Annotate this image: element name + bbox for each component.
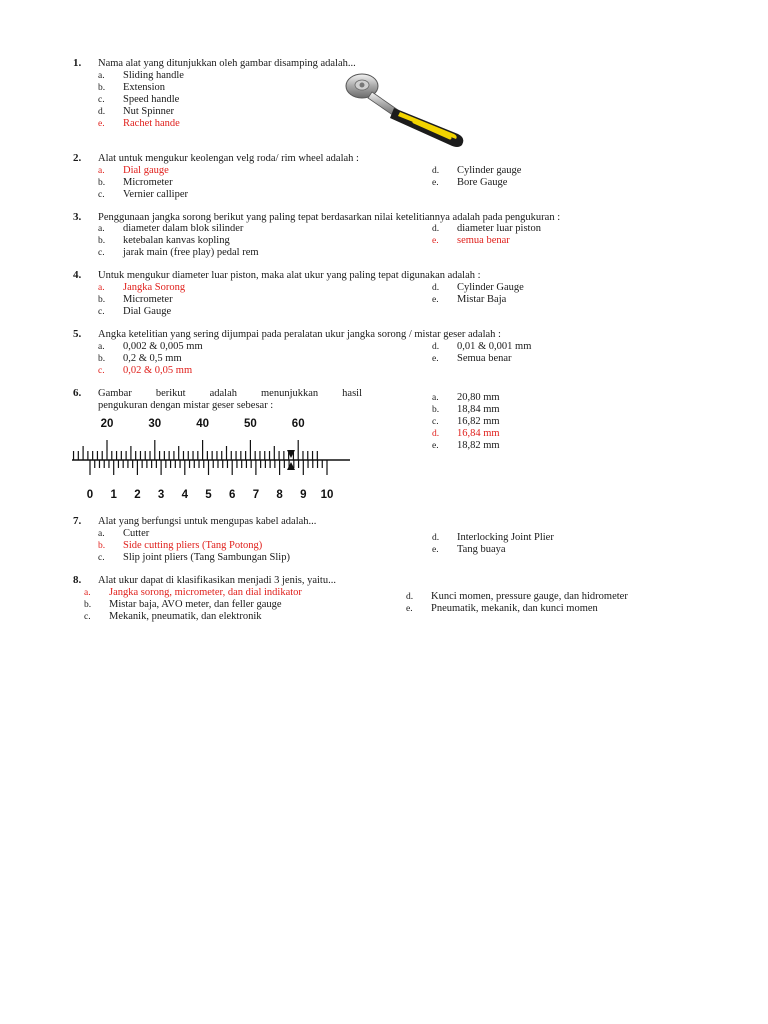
option-a: a. 0,002 & 0,005 mm	[98, 341, 203, 352]
vernier-scale-label: 7	[252, 489, 260, 501]
option-c: c. Mekanik, pneumatik, dan elektronik	[84, 611, 262, 622]
vernier-scale-label: 5	[205, 489, 212, 501]
option-a: a. 20,80 mm	[432, 392, 500, 403]
option-e: e. 18,82 mm	[432, 440, 500, 451]
option-b-answer: b. Side cutting pliers (Tang Potong)	[98, 540, 263, 551]
vernier-scale-label: 3	[157, 489, 165, 501]
main-scale-label: 30	[148, 418, 162, 430]
option-d: d. 0,01 & 0,001 mm	[432, 341, 532, 352]
option-a-answer: a. Jangka sorong, micrometer, dan dial indikator	[84, 587, 302, 598]
option-e: e. Bore Gauge	[432, 177, 508, 188]
question-number: 4.	[73, 269, 82, 281]
option-c: c. Dial Gauge	[98, 306, 172, 317]
question-number: 6.	[73, 387, 82, 399]
question-number: 5.	[73, 328, 82, 340]
option-b: b. Micrometer	[98, 294, 173, 305]
option-d: d. diameter luar piston	[432, 223, 541, 234]
option-a: a. diameter dalam blok silinder	[98, 223, 244, 234]
option-d: d. Kunci momen, pressure gauge, dan hidrometer	[406, 591, 628, 602]
vernier-scale-label: 4	[181, 489, 189, 501]
main-scale-label: 60	[291, 418, 305, 430]
question-number: 3.	[73, 211, 82, 223]
main-scale-labels	[101, 418, 305, 430]
option-e: e. Mistar Baja	[432, 294, 507, 305]
option-e-answer: e. semua benar	[432, 235, 510, 246]
vernier-scale-label: 8	[276, 489, 283, 501]
option-d-answer: d. 16,84 mm	[432, 428, 500, 439]
option-d: d. Interlocking Joint Plier	[432, 532, 554, 543]
option-b: b. Micrometer	[98, 177, 173, 188]
vernier-scale-labels	[87, 489, 334, 501]
option-e: e. Semua benar	[432, 353, 512, 364]
question-number: 7.	[73, 515, 82, 527]
option-b: b. Mistar baja, AVO meter, dan feller gauge	[84, 599, 282, 610]
option-d: d. Cylinder Gauge	[432, 282, 524, 293]
question-number: 2.	[73, 152, 82, 164]
vernier-scale-label: 6	[228, 489, 236, 501]
option-b: b. Extension	[98, 82, 165, 93]
option-a-answer: a. Jangka Sorong	[98, 282, 186, 293]
option-c: c. Speed handle	[98, 94, 180, 105]
main-scale-label: 50	[244, 418, 257, 430]
option-b: b. ketebalan kanvas kopling	[98, 235, 230, 246]
option-a-answer: a. Dial gauge	[98, 165, 169, 176]
question-text: Nama alat yang ditunjukkan oleh gambar disamping adalah...	[98, 58, 356, 69]
option-e: e. Tang buaya	[432, 544, 506, 555]
vernier-scale-label: 0	[86, 489, 94, 501]
question-text: Alat untuk mengukur keolengan velg roda/ rim wheel adalah :	[98, 153, 359, 164]
vernier-scale-label: 9	[300, 489, 307, 501]
question-number: 8.	[73, 574, 82, 586]
main-scale-label: 20	[100, 418, 114, 430]
option-b: b. 18,84 mm	[432, 404, 500, 415]
option-c-answer: c. 0,02 & 0,05 mm	[98, 365, 193, 376]
question-text-line-2: pengukuran dengan mistar geser sebesar :	[98, 400, 274, 411]
option-e: e. Pneumatik, mekanik, dan kunci momen	[406, 603, 598, 614]
question-number: 1.	[73, 57, 82, 69]
option-c: c. Slip joint pliers (Tang Sambungan Slip)	[98, 552, 290, 563]
question-text: Penggunaan jangka sorong berikut yang paling tepat berdasarkan nilai ketelitiannya adalah pada pengukuran :	[98, 212, 561, 223]
vernier-caliper-scale	[68, 414, 352, 504]
option-d: d. Nut Spinner	[98, 106, 175, 117]
ratchet-wrench-image	[340, 68, 470, 150]
option-e-answer: e. Rachet hande	[98, 118, 180, 129]
option-b: b. 0,2 & 0,5 mm	[98, 353, 182, 364]
main-scale-ticks	[74, 440, 318, 460]
option-a: a. Sliding handle	[98, 70, 184, 81]
option-d: d. Cylinder gauge	[432, 165, 522, 176]
option-a: a. Cutter	[98, 528, 150, 539]
question-text-line-1: Gambar berikut adalah menunjukkan hasil	[98, 388, 362, 399]
question-text: Angka ketelitian yang sering dijumpai pada peralatan ukur jangka sorong / mistar geser adalah :	[98, 329, 501, 340]
vernier-scale-label: 10	[320, 489, 334, 501]
option-c: c. jarak main (free play) pedal rem	[98, 247, 259, 258]
question-text: Untuk mengukur diameter luar piston, maka alat ukur yang paling tepat digunakan adalah :	[98, 270, 481, 281]
question-text: Alat ukur dapat di klasifikasikan menjadi 3 jenis, yaitu...	[98, 575, 336, 586]
option-c: c. 16,82 mm	[432, 416, 500, 427]
option-c: c. Vernier calliper	[98, 189, 189, 200]
vernier-scale-label: 2	[134, 489, 141, 501]
vernier-scale-label: 1	[110, 489, 117, 501]
question-text: Alat yang berfungsi untuk mengupas kabel adalah...	[98, 516, 317, 527]
main-scale-label: 40	[196, 418, 209, 430]
